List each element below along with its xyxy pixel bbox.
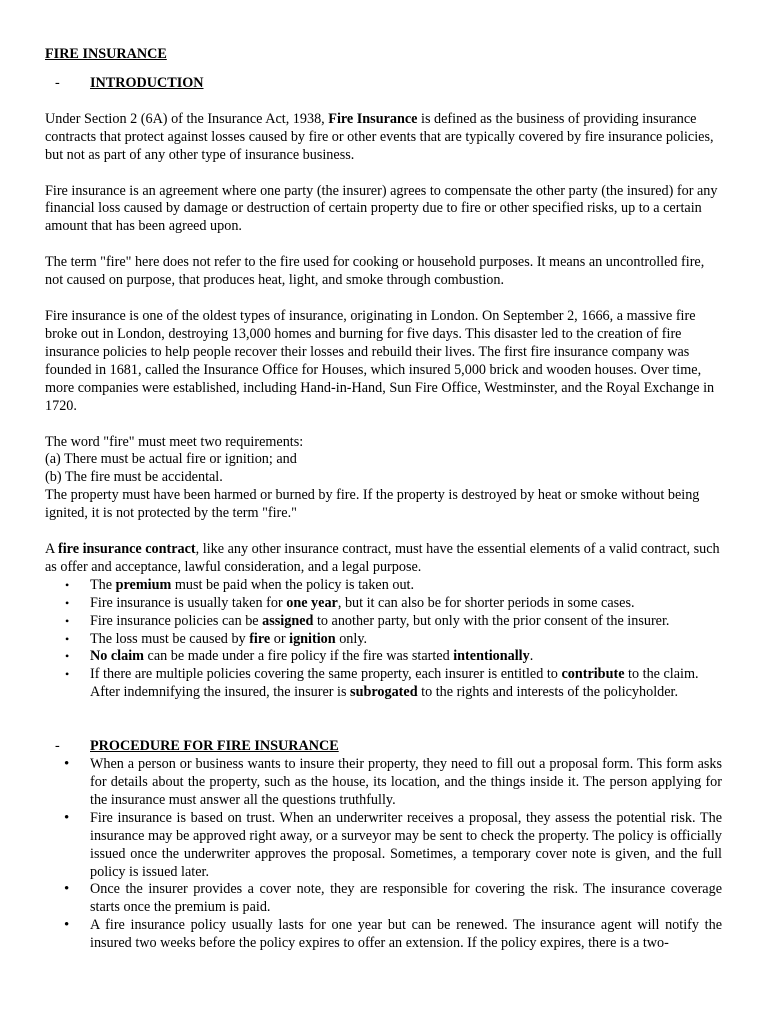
heading-dash: - xyxy=(55,738,60,755)
paragraph-property-harm: The property must have been harmed or burned by fire. If the property is destroyed by heat or smoke without being ignited, it is not protected by the term "fire." xyxy=(45,487,700,522)
bold-term: Fire Insurance xyxy=(328,110,418,127)
list-item: • Fire insurance is based on trust. When an underwriter receives a proposal, they assess the potential risk. The insurance may be approved right away, or a surveyor may be sent to check the property. The policy is officially issued once the underwriter approves the proposal. Sometimes, a temporary cover note is given, and the full policy is issued later. xyxy=(64,809,722,880)
introduction-heading xyxy=(45,75,722,93)
requirement-b: (b) The fire must be accidental. xyxy=(45,469,223,486)
paragraph-definition: Under Section 2 (6A) of the Insurance Act, 1938, Fire Insurance is defined as the business of providing insurance contracts that protect against losses caused by fire or other events that are typically covered by fire insurance policies, but not as part of any other type of insurance business. xyxy=(45,110,714,163)
bullet-icon: • xyxy=(65,649,70,664)
bullet-icon: • xyxy=(64,881,70,898)
paragraph-requirements-intro: The word "fire" must meet two requirements: xyxy=(45,433,304,450)
list-item: • Once the insurer provides a cover note, they are responsible for covering the risk. The insurance coverage starts once the premium is paid. xyxy=(64,881,722,916)
contract-elements-list xyxy=(45,577,722,702)
list-item: • The loss must be caused by fire or ignition only. xyxy=(65,630,368,647)
list-item: • The premium must be paid when the policy is taken out. xyxy=(65,576,415,593)
list-item: • A fire insurance policy usually lasts for one year but can be renewed. The insurance agent will notify the insured two weeks before the policy expires to offer an extension. If the policy expires, there is a two- xyxy=(64,917,722,952)
bold-term: fire insurance contract xyxy=(58,541,196,558)
bullet-icon: • xyxy=(65,613,70,628)
list-item: • Fire insurance is usually taken for one year, but it can also be for shorter periods in some cases. xyxy=(65,594,635,611)
procedure-heading-label: PROCEDURE FOR FIRE INSURANCE xyxy=(90,738,339,755)
procedure-list xyxy=(45,756,722,953)
bullet-icon: • xyxy=(65,667,70,682)
paragraph-agreement: Fire insurance is an agreement where one party (the insurer) agrees to compensate the other party (the insured) for any financial loss caused by damage or destruction of certain property due to fire or other specified risks, up to a certain amount that has been agreed upon. xyxy=(45,182,718,235)
bullet-icon: • xyxy=(64,809,70,826)
paragraph-fire-term: The term "fire" here does not refer to the fire used for cooking or household purposes. It means an uncontrolled fire, not caused on purpose, that produces heat, light, and smoke through combustion. xyxy=(45,254,705,289)
bullet-icon: • xyxy=(64,917,70,934)
paragraph-history: Fire insurance is one of the oldest types of insurance, originating in London. On September 2, 1666, a massive fire broke out in London, destroying 13,000 homes and burning for five days. This disaster led to the creation of fire insurance policies to help people recover their losses and rebuild their lives. The first fire insurance company was founded in 1681, called the Insurance Office for Houses, which insured 5,000 brick and wooden houses. Over time, more companies were established, including Hand-in-Hand, Sun Fire Office, Westminster, and the Royal Exchange in 1720. xyxy=(45,308,715,414)
procedure-heading xyxy=(45,738,722,756)
list-item: • Fire insurance policies can be assigned to another party, but only with the prior consent of the insurer. xyxy=(65,612,670,629)
list-item: • If there are multiple policies covering the same property, each insurer is entitled to contribute to the claim. After indemnifying the insured, the insurer is subrogated to the rights and interests of the policyholder. xyxy=(65,666,699,701)
list-item: • No claim can be made under a fire policy if the fire was started intentionally. xyxy=(65,648,534,665)
document-title: FIRE INSURANCE xyxy=(45,46,167,62)
bullet-icon: • xyxy=(64,756,70,773)
bullet-icon: • xyxy=(65,595,70,610)
introduction-heading-label: INTRODUCTION xyxy=(90,74,204,91)
requirement-a: (a) There must be actual fire or ignition; and xyxy=(45,451,297,468)
document-page xyxy=(45,46,722,953)
heading-dash: - xyxy=(55,74,60,91)
bullet-icon: • xyxy=(65,631,70,646)
paragraph-contract: A fire insurance contract, like any other insurance contract, must have the essential elements of a valid contract, such as offer and acceptance, lawful consideration, and a legal purpose. xyxy=(45,541,720,575)
bullet-icon: • xyxy=(65,577,70,592)
list-item: • When a person or business wants to insure their property, they need to fill out a proposal form. This form asks for details about the property, such as the house, its location, and the things inside it. The person applying for the insurance must answer all the questions truthfully. xyxy=(64,756,722,808)
